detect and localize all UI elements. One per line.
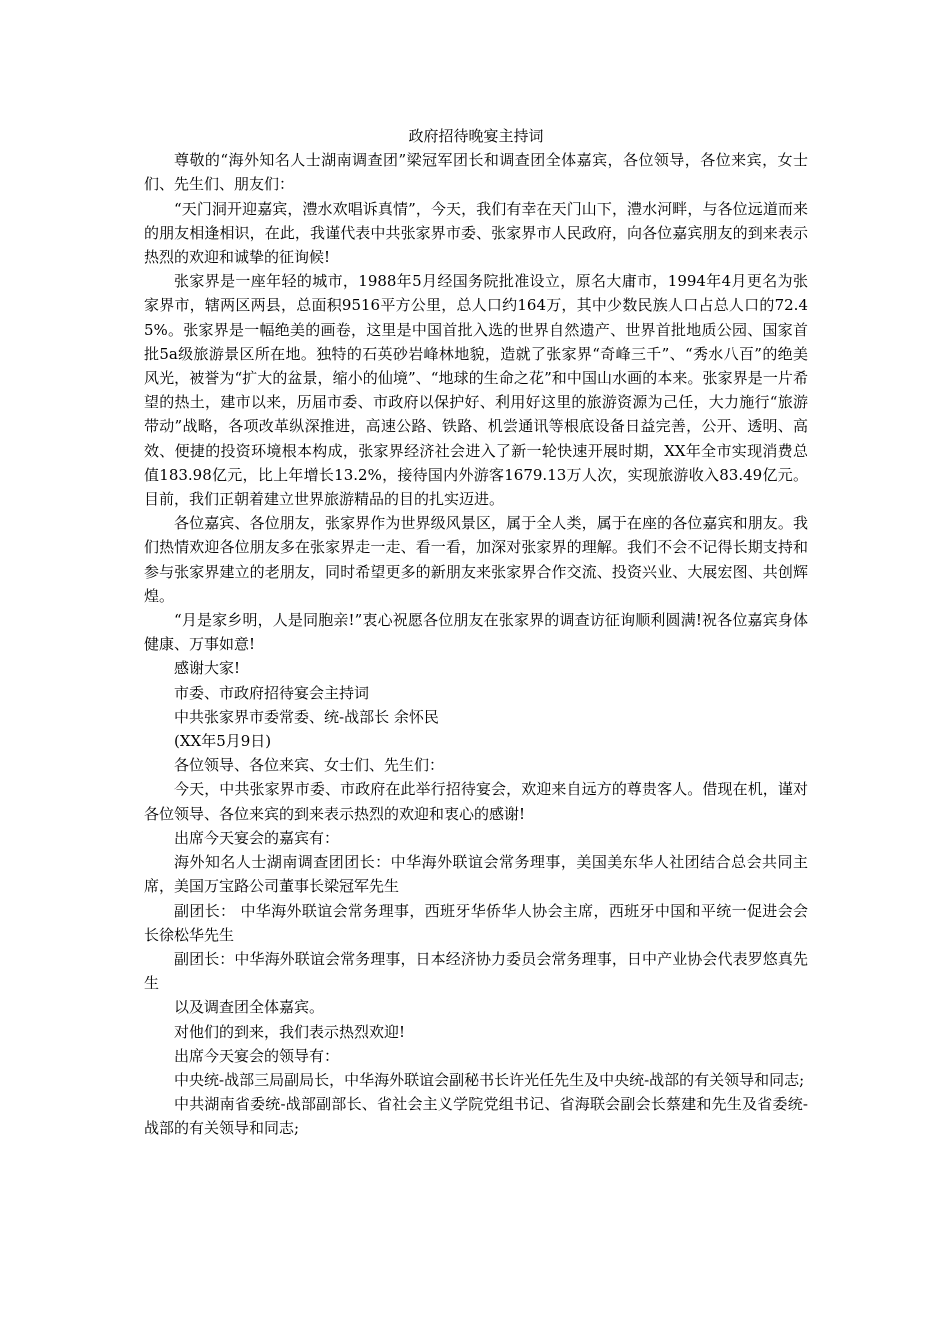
paragraph-second-title: 市委、市政府招待宴会主持词	[174, 683, 370, 702]
paragraph-leader-central: 中央统-战部三局副局长，中华海外联谊会副秘书长许光任先生及中央统-战部的有关领导和同志;	[174, 1070, 805, 1089]
paragraph-opening: 今天，中共张家界市委、市政府在此举行招待宴会，欢迎来自远方的尊贵客人。借现在机，谨对各位领导、各位来宾的到来表示热烈的欢迎和衷心的感谢!	[144, 780, 808, 823]
paragraph-city-intro: 张家界是一座年轻的城市，1988年5月经国务院批准设立，原名大庸市，1994年4月更名为张家界市，辖两区两县，总面积9516平方公里，总人口约164万，其中少数民族人口占总人口的72.45%。张家界是一幅绝美的画卷，这里是中国首批入选的世界自然遗产、世界首批地质公园、国家首批5a级旅游景区所在地。独特的石英砂岩峰林地貌，造就了张家界“奇峰三千”、“秀水八百”的绝美风光，被誉为“扩大的盆景，缩小的仙境”、“地球的生命之花”和中国山水画的本来。张家界是一片希望的热土，建市以来，历届市委、市政府以保护好、利用好这里的旅游资源为己任，大力施行“旅游带动”战略，各项改革纵深推进，高速公路、铁路、机尝通讯等根底设备日益完善，公开、透明、高效、便捷的投资环境根本构成，张家界经济社会进入了新一轮快速开展时期，XX年全市实现消费总值183.98亿元，比上年增长13.2%，接待国内外游客1679.13万人次，实现旅游收入83.49亿元。目前，我们正朝着建立世界旅游精品的目的扎实迈进。	[144, 272, 808, 509]
paragraph-welcome: “天门洞开迎嘉宾，澧水欢唱诉真情”，今天，我们有幸在天门山下，澧水河畔，与各位远道而来的朋友相逢相识，在此，我谨代表中共张家界市委、张家界市人民政府，向各位嘉宾朋友的到来表示热烈的欢迎和诚挚的征询候!	[144, 199, 808, 267]
paragraph-salutation: 各位领导、各位来宾、女士们、先生们：	[174, 756, 445, 775]
paragraph-guest-welcome: 对他们的到来，我们表示热烈欢迎!	[174, 1022, 406, 1041]
paragraph-guest-leader: 海外知名人士湖南调查团团长：中华海外联谊会常务理事，美国美东华人社团结合总会共同主席，美国万宝路公司董事长梁冠军先生	[144, 853, 808, 896]
paragraph-invitation: 各位嘉宾、各位朋友，张家界作为世界级风景区，属于全人类，属于在座的各位嘉宾和朋友。我们热情欢迎各位朋友多在张家界走一走、看一看，加深对张家界的理解。我们不会不记得长期支持和参与张家界建立的老朋友，同时希望更多的新朋友来张家界合作交流、投资兴业、大展宏图、共创辉煌。	[144, 514, 808, 605]
document-title: 政府招待晚宴主持词	[408, 127, 544, 145]
document-page	[144, 124, 808, 1141]
paragraph-leader-provincial: 中共湖南省委统-战部副部长、省社会主义学院党组书记、省海联会副会长蔡建和先生及省委统-战部的有关领导和同志;	[144, 1095, 808, 1138]
paragraph-address-opening: 尊敬的“海外知名人士湖南调查团”梁冠军团长和调查团全体嘉宾，各位领导，各位来宾，女士们、先生们、朋友们：	[144, 151, 808, 194]
paragraph-blessing: “月是家乡明，人是同胞亲!”衷心祝愿各位朋友在张家界的调查访征询顺利圆满!祝各位嘉宾身体健康、万事如意!	[144, 611, 808, 654]
paragraph-leaders-heading: 出席今天宴会的领导有：	[174, 1046, 340, 1065]
paragraph-date: (XX年5月9日)	[174, 732, 272, 751]
paragraph-author: 中共张家界市委常委、统-战部长 余怀民	[174, 707, 439, 726]
paragraph-guest-all: 以及调查团全体嘉宾。	[174, 998, 325, 1017]
paragraph-guest-deputy-2: 副团长：中华海外联谊会常务理事，日本经济协力委员会常务理事，日中产业协会代表罗悠真先生	[144, 949, 808, 993]
paragraph-thanks: 感谢大家!	[174, 659, 241, 678]
paragraph-guests-heading: 出席今天宴会的嘉宾有：	[174, 828, 340, 847]
paragraph-guest-deputy-1: 副团长： 中华海外联谊会常务理事，西班牙华侨华人协会主席，西班牙中国和平统一促进会会长徐松华先生	[144, 901, 808, 944]
